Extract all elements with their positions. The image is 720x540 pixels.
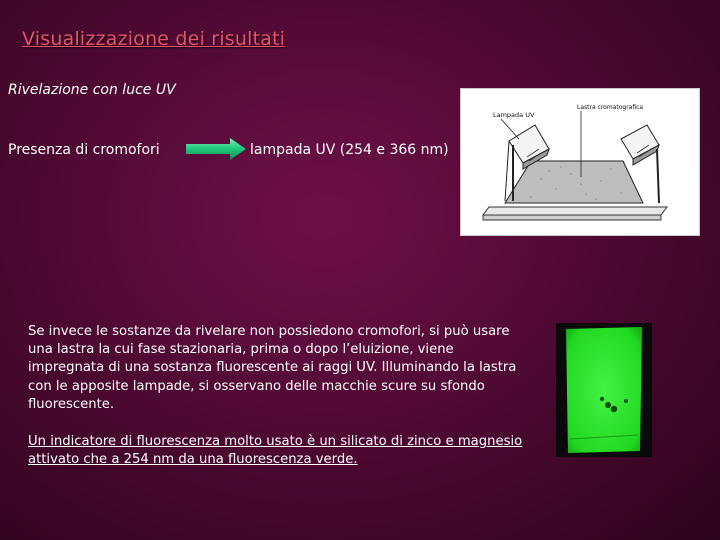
uv-lamp-label: lampada UV (254 e 366 nm) [250,142,449,158]
right-arrow-icon [186,138,246,160]
plate-callout: Lastra cromatografica [577,104,644,111]
uv-apparatus-drawing [460,88,700,236]
indicator-paragraph: Un indicatore di fluorescenza molto usato è un silicato di zinco e magnesio attivato che a 254 nm da una fluorescenza verde. [28,434,523,468]
lamp-callout: Lampada UV [493,111,535,119]
fluorescent-plate-image [556,323,652,457]
slide-title: Visualizzazione dei risultati [22,28,286,50]
slide-subtitle: Rivelazione con luce UV [8,82,176,98]
chromophore-label: Presenza di cromofori [8,142,160,158]
explanation-paragraph: Se invece le sostanze da rivelare non possiedono cromofori, si può usare una lastra la cui fase stazionaria, prima o dopo l’eluizione, viene impregnata di una sostanza fluorescente ai raggi UV. Illuminando la lastra con le apposite lampade, si osservano delle macchie scure su sfondo fluorescente. [28,324,517,412]
